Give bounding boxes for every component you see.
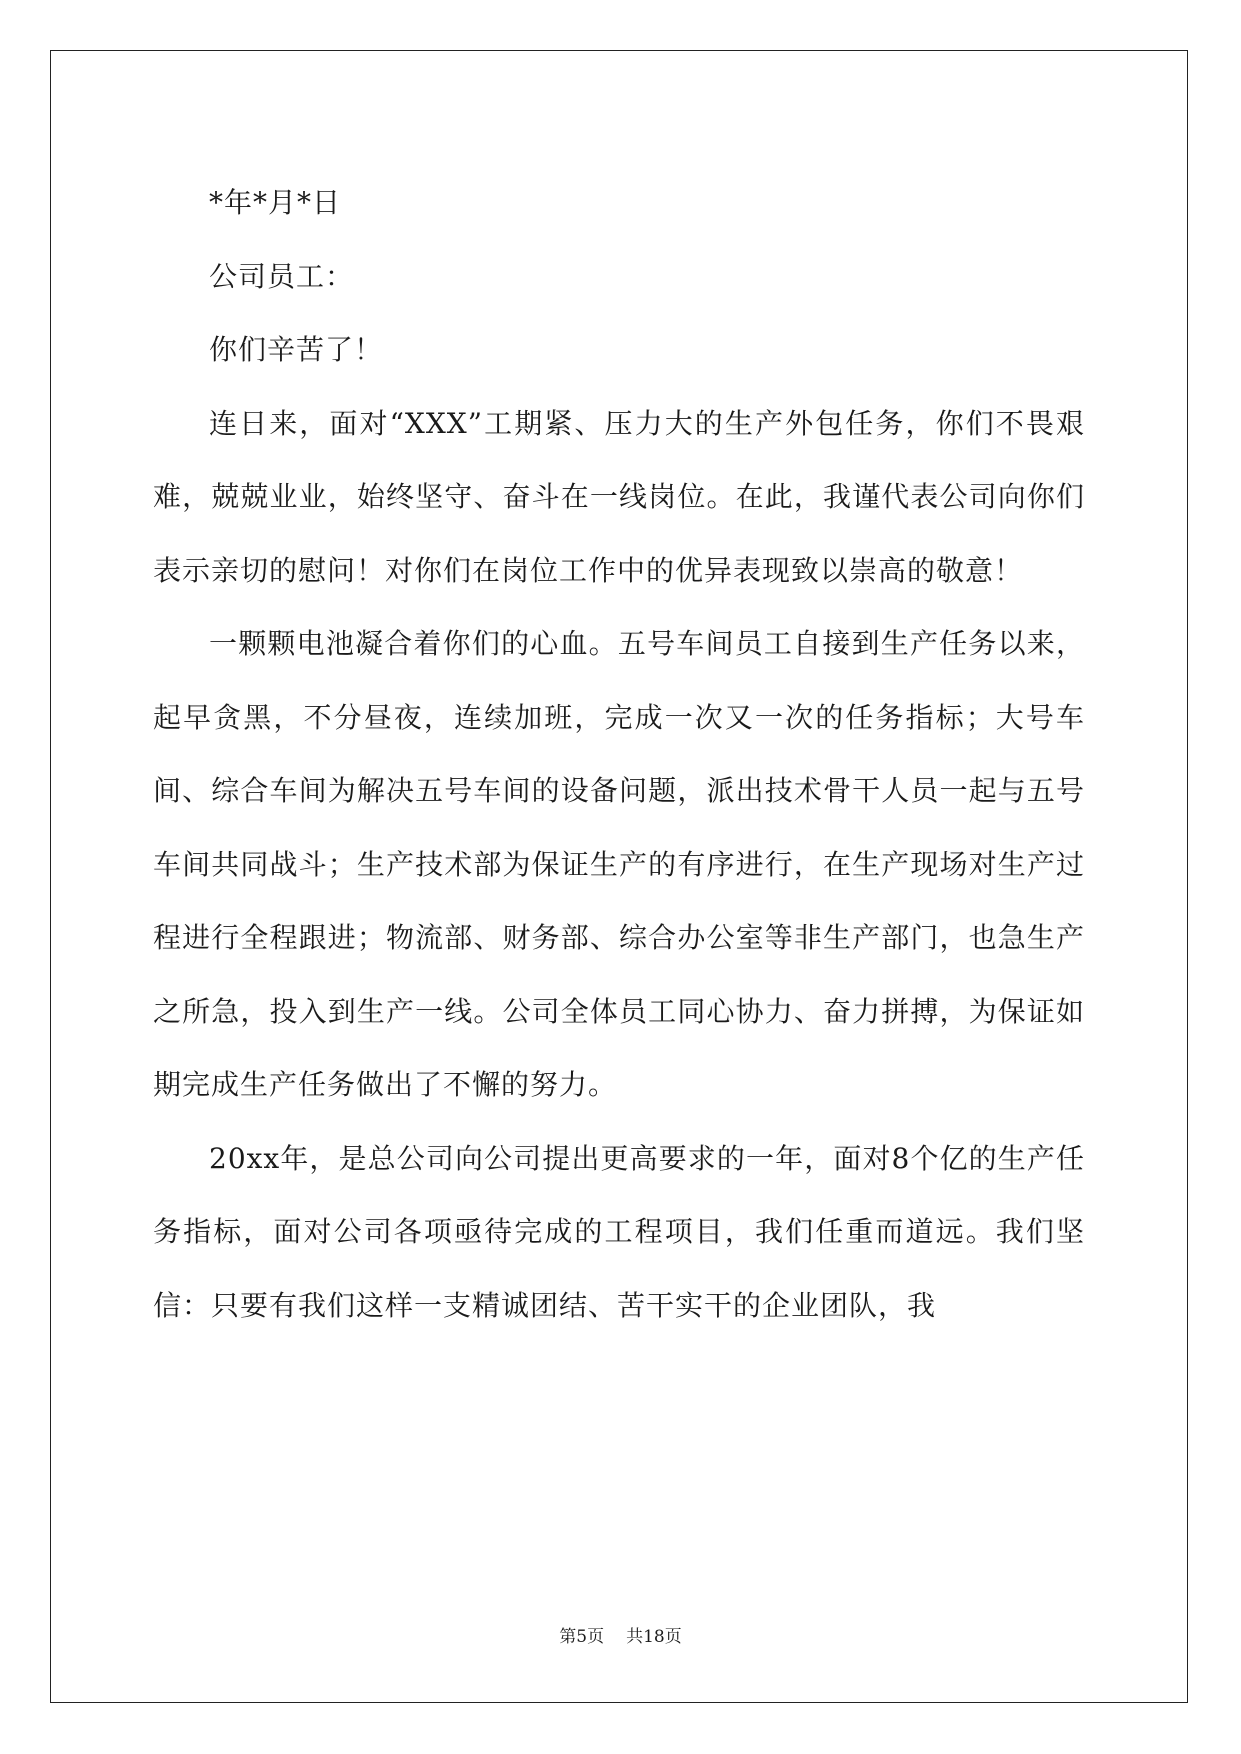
salutation: 公司员工：: [209, 259, 355, 293]
document-body: [153, 166, 1085, 1342]
page-total: 共18页: [626, 1627, 682, 1647]
page-number: 第5页: [559, 1627, 605, 1647]
page-footer: [0, 1622, 1241, 1647]
paragraph: 一颗颗电池凝合着你们的心血。五号车间员工自接到生产任务以来，起早贪黑，不分昼夜，连续加班，完成一次又一次的任务指标；大号车间、综合车间为解决五号车间的设备问题，派出技术骨干人员一起与五号车间共同战斗；生产技术部为保证生产的有序进行，在生产现场对生产过程进行全程跟进；物流部、财务部、综合办公室等非生产部门，也急生产之所急，投入到生产一线。公司全体员工同心协力、奋力拼搏，为保证如期完成生产任务做出了不懈的努力。: [153, 627, 1085, 1101]
date-line: *年*月*日: [209, 186, 342, 219]
paragraph: 20xx年，是总公司向公司提出更高要求的一年，面对8个亿的生产任务指标，面对公司各项亟待完成的工程项目，我们任重而道远。我们坚信：只要有我们这样一支精诚团结、苦干实干的企业团队，我: [153, 1141, 1085, 1322]
paragraph: 连日来，面对“XXX”工期紧、压力大的生产外包任务，你们不畏艰难，兢兢业业，始终坚守、奋斗在一线岗位。在此，我谨代表公司向你们表示亲切的慰问！对你们在岗位工作中的优异表现致以崇高的敬意！: [153, 406, 1085, 587]
greeting: 你们辛苦了！: [209, 333, 384, 366]
